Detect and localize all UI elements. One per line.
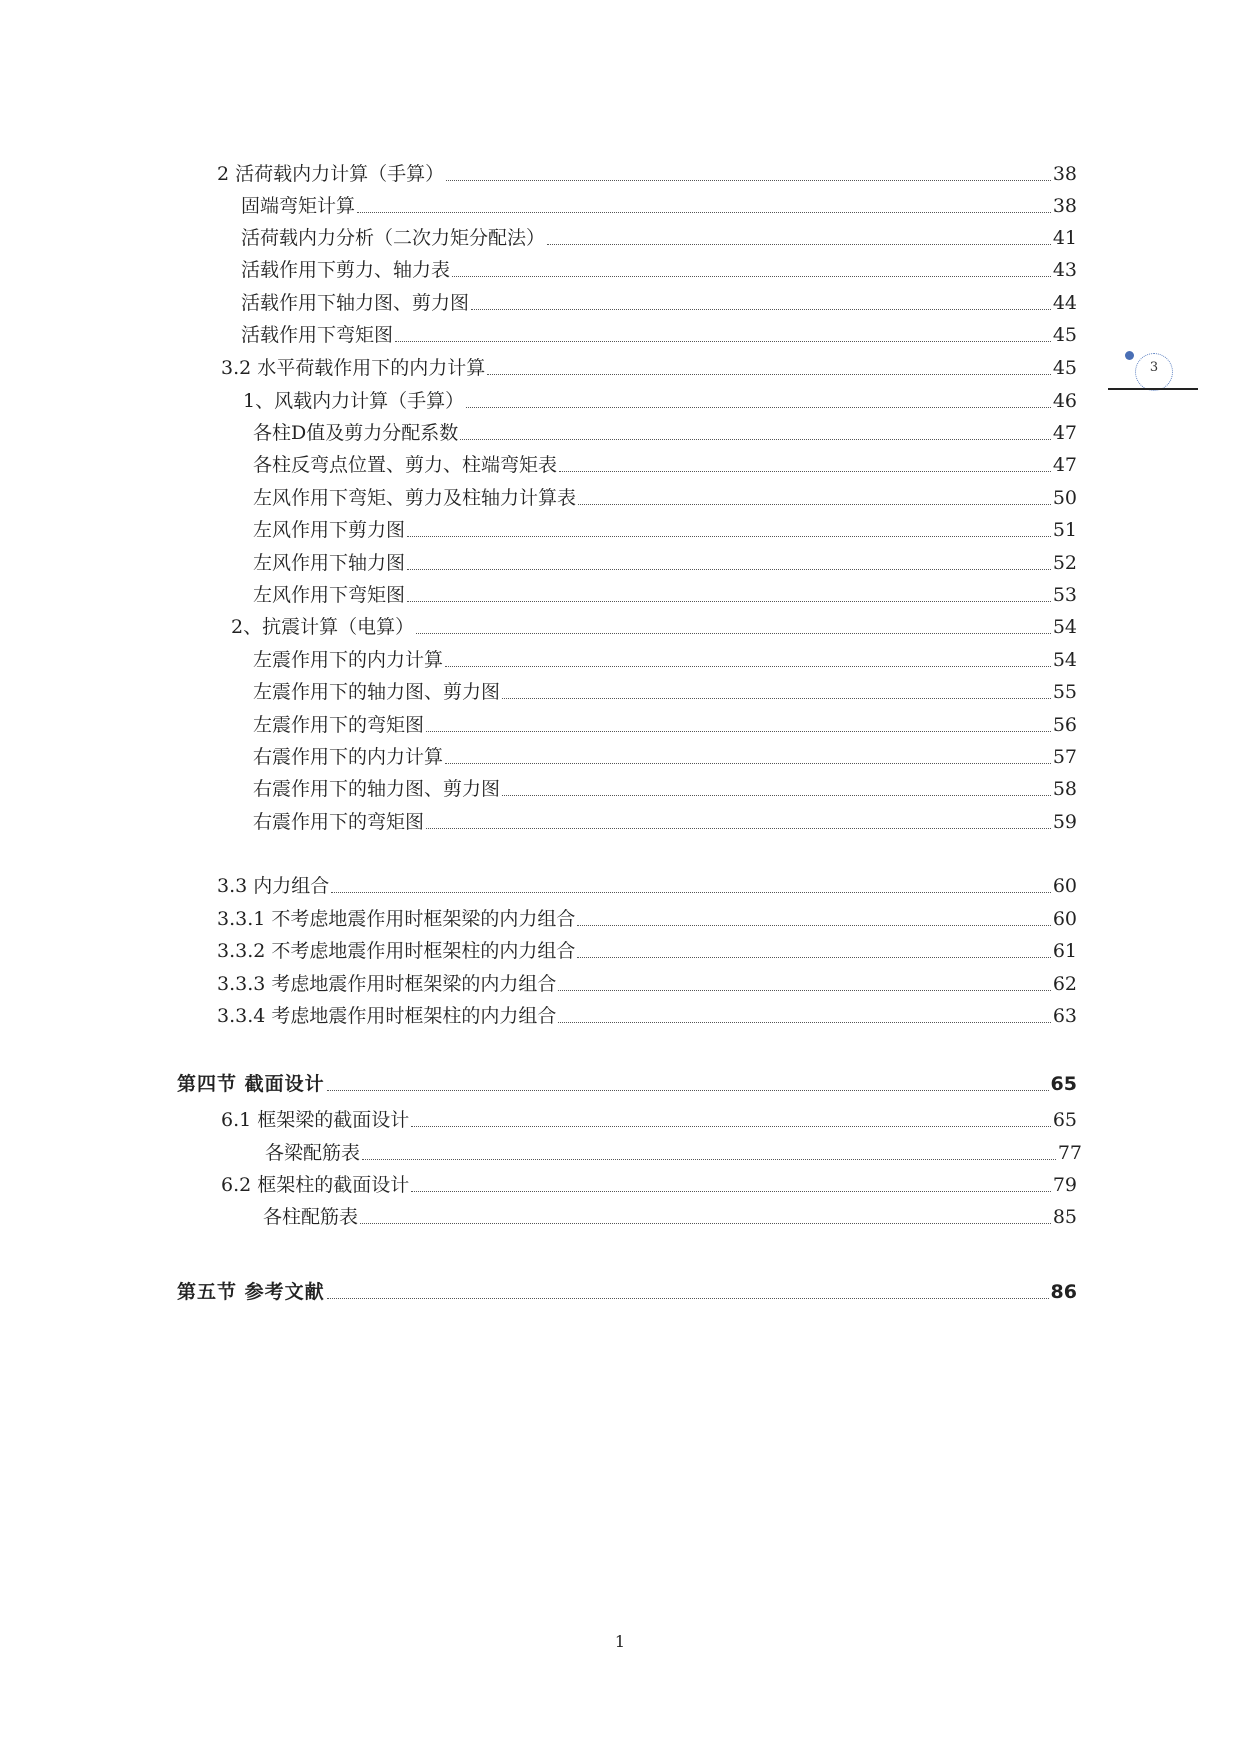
toc-entry[interactable] [217,1003,1077,1029]
toc-entry-page: 55 [1052,681,1077,703]
toc-entry-label: 左风作用下弯矩、剪力及柱轴力计算表 [253,487,577,509]
toc-entry-page: 54 [1052,616,1077,638]
comment-marker[interactable] [1135,353,1173,391]
toc-entry[interactable] [221,355,1077,381]
toc-entry[interactable] [253,776,1077,802]
toc-entry-label: 左风作用下弯矩图 [253,584,406,606]
dot-leader [445,763,1051,764]
toc-entry[interactable] [241,225,1077,251]
toc-entry[interactable] [241,290,1077,316]
toc-entry-page: 65 [1052,1109,1077,1131]
dot-leader [445,666,1051,667]
toc-entry-page: 47 [1052,422,1077,444]
dot-leader [426,731,1051,732]
toc-entry[interactable] [243,388,1077,414]
toc-entry[interactable] [217,873,1077,899]
dot-leader [502,698,1051,699]
toc-entry-label: 各梁配筋表 [265,1142,361,1164]
toc-entry-page: 61 [1052,940,1077,962]
toc-entry-page: 60 [1052,908,1077,930]
toc-entry-label: 活载作用下轴力图、剪力图 [241,292,470,314]
toc-entry-label: 活荷载内力分析（二次力矩分配法） [241,227,546,249]
toc-entry[interactable] [253,712,1077,738]
toc-entry[interactable] [253,485,1077,511]
dot-leader [411,1126,1051,1127]
toc-entry-page: 63 [1052,1005,1077,1027]
toc-entry-label: 右震作用下的轴力图、剪力图 [253,778,501,800]
toc-section-heading[interactable] [177,1279,1077,1305]
dot-leader [559,471,1051,472]
comment-number: 3 [1149,360,1159,375]
dot-leader [558,1022,1050,1023]
toc-entry-page: 38 [1052,163,1077,185]
toc-entry[interactable] [221,1172,1077,1198]
toc-entry-page: 46 [1052,390,1077,412]
toc-entry-page: 77 [1057,1142,1082,1164]
dot-leader [577,925,1050,926]
toc-entry-label: 左震作用下的内力计算 [253,649,444,671]
dot-leader [426,828,1051,829]
toc-entry[interactable] [253,550,1077,576]
dot-leader [407,536,1051,537]
toc-entry-label: 3.3.3 考虑地震作用时框架梁的内力组合 [217,973,557,995]
toc-entry[interactable] [231,614,1077,640]
dot-leader [360,1223,1051,1224]
dot-leader [331,892,1051,893]
toc-entry-page: 60 [1052,875,1077,897]
dot-leader [407,601,1051,602]
dot-leader [416,633,1051,634]
toc-entry[interactable] [253,420,1077,446]
dot-leader [327,1298,1049,1299]
dot-leader [395,341,1051,342]
toc-entry-label: 各柱配筋表 [263,1206,359,1228]
toc-entry-page: 56 [1052,714,1077,736]
toc-entry-label: 3.3.4 考虑地震作用时框架柱的内力组合 [217,1005,557,1027]
toc-entry-page: 57 [1052,746,1077,768]
dot-leader [471,309,1051,310]
toc-entry[interactable] [253,517,1077,543]
toc-entry[interactable] [217,161,1077,187]
toc-entry[interactable] [241,257,1077,283]
toc-entry-label: 1、风载内力计算（手算） [243,390,465,412]
toc-entry-page: 47 [1052,454,1077,476]
toc-entry-label: 右震作用下的弯矩图 [253,811,425,833]
toc-entry-label: 第四节 截面设计 [177,1073,325,1095]
dot-leader [327,1090,1049,1091]
dot-leader [452,276,1051,277]
toc-entry-label: 活载作用下弯矩图 [241,324,394,346]
toc-entry[interactable] [253,809,1077,835]
dot-leader [362,1159,1056,1160]
toc-entry-page: 52 [1052,552,1077,574]
comment-anchor-dot[interactable] [1125,351,1134,360]
toc-section-heading[interactable] [177,1071,1077,1097]
toc-entry-page: 50 [1052,487,1077,509]
toc-entry-label: 活载作用下剪力、轴力表 [241,259,451,281]
toc-entry-page: 51 [1052,519,1077,541]
toc-entry[interactable] [217,971,1077,997]
toc-entry-page: 86 [1050,1281,1077,1303]
toc-entry[interactable] [253,679,1077,705]
toc-entry-page: 79 [1052,1174,1077,1196]
toc-entry-label: 左风作用下轴力图 [253,552,406,574]
toc-entry[interactable] [263,1204,1077,1230]
dot-leader [577,957,1050,958]
toc-entry-page: 53 [1052,584,1077,606]
toc-entry[interactable] [253,647,1077,673]
toc-entry-label: 2 活荷载内力计算（手算） [217,163,445,185]
page-number: 1 [614,1632,626,1651]
dot-leader [578,504,1051,505]
toc-entry-page: 41 [1052,227,1077,249]
toc-entry[interactable] [253,744,1077,770]
toc-entry-page: 45 [1052,357,1077,379]
toc-entry-page: 44 [1052,292,1077,314]
toc-entry[interactable] [253,582,1077,608]
toc-entry-page: 38 [1052,195,1077,217]
toc-entry-page: 65 [1050,1073,1077,1095]
dot-leader [487,374,1051,375]
toc-entry-label: 左风作用下剪力图 [253,519,406,541]
toc-entry-label: 右震作用下的内力计算 [253,746,444,768]
toc-entry[interactable] [217,938,1077,964]
toc-entry[interactable] [221,1107,1077,1133]
toc-entry[interactable] [217,906,1077,932]
toc-entry-page: 43 [1052,259,1077,281]
comment-connector-line [1108,388,1198,390]
dot-leader [460,439,1051,440]
toc-entry-label: 第五节 参考文献 [177,1281,325,1303]
dot-leader [547,244,1051,245]
dot-leader [407,569,1051,570]
toc-entry-label: 左震作用下的弯矩图 [253,714,425,736]
dot-leader [446,180,1051,181]
toc-entry-page: 59 [1052,811,1077,833]
toc-entry-label: 6.2 框架柱的截面设计 [221,1174,410,1196]
toc-entry[interactable] [241,193,1077,219]
toc-entry-page: 85 [1052,1206,1077,1228]
dot-leader [502,795,1051,796]
toc-entry-label: 3.2 水平荷载作用下的内力计算 [221,357,486,379]
toc-entry-label: 3.3 内力组合 [217,875,330,897]
toc-entry-label: 各柱反弯点位置、剪力、柱端弯矩表 [253,454,558,476]
toc-entry-label: 各柱D值及剪力分配系数 [253,422,459,444]
dot-leader [466,407,1051,408]
dot-leader [357,212,1051,213]
toc-entry-label: 左震作用下的轴力图、剪力图 [253,681,501,703]
toc-entry-label: 2、抗震计算（电算） [231,616,415,638]
toc-entry-label: 固端弯矩计算 [241,195,356,217]
toc-entry-label: 3.3.1 不考虑地震作用时框架梁的内力组合 [217,908,576,930]
toc-entry-page: 54 [1052,649,1077,671]
toc-entry-label: 3.3.2 不考虑地震作用时框架柱的内力组合 [217,940,576,962]
toc-entry-page: 58 [1052,778,1077,800]
toc-entry-page: 45 [1052,324,1077,346]
toc-entry[interactable] [265,1140,1082,1166]
toc-entry-label: 6.1 框架梁的截面设计 [221,1109,410,1131]
dot-leader [558,990,1050,991]
dot-leader [411,1191,1051,1192]
toc-entry[interactable] [241,322,1077,348]
toc-entry-page: 62 [1052,973,1077,995]
toc-entry[interactable] [253,452,1077,478]
